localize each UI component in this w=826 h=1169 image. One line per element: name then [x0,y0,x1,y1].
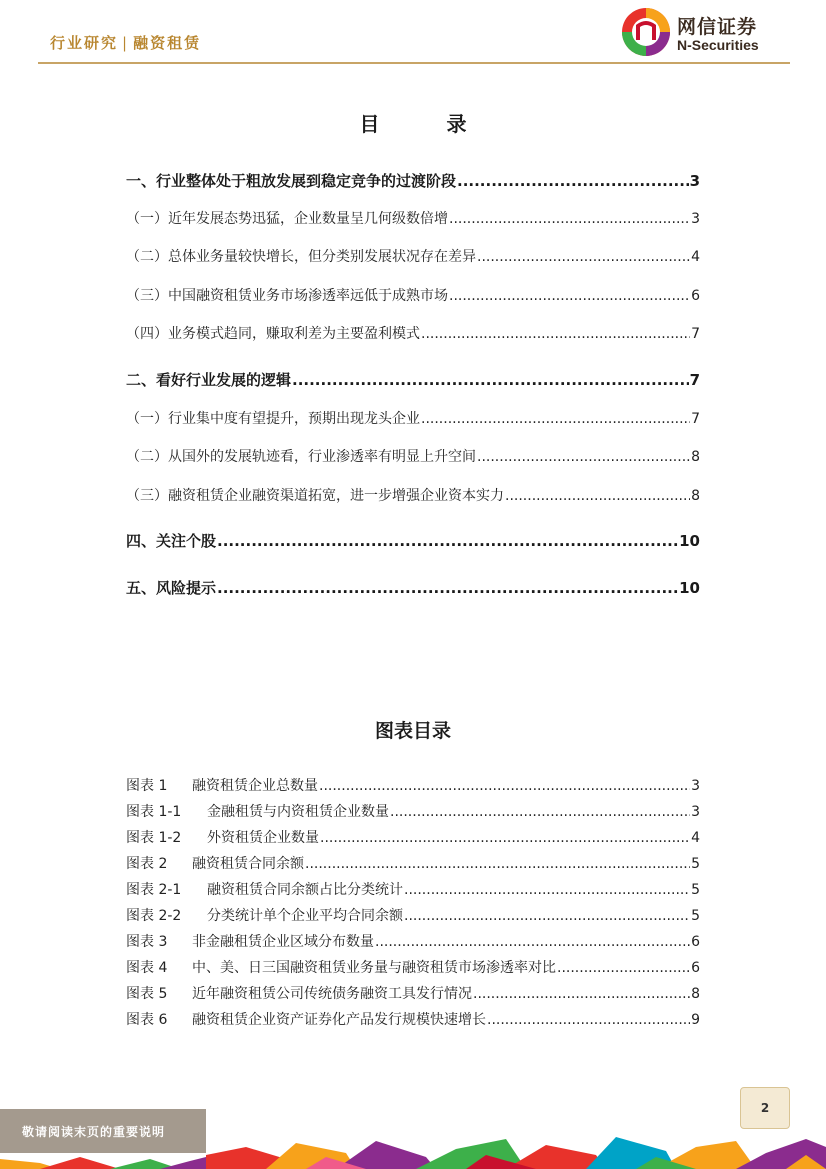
toc-entry-2-2[interactable]: （二）从国外的发展轨迹看，行业渗透率有明显上升空间 ..... 8 [126,446,700,466]
toc-entry-4[interactable]: 四、关注个股 ..... 10 [126,530,700,551]
toc-entry-1-1[interactable]: （一）近年发展态势迅猛，企业数量呈几何级数倍增 ..... 3 [126,208,700,228]
logo-mark-icon [620,6,672,58]
category-separator: | [122,34,130,52]
company-logo [620,6,790,60]
disclaimer-note: 敬请阅读末页的重要说明 [0,1109,206,1153]
header-category [50,32,201,53]
toc-entry-2-3[interactable]: （三）融资租赁企业融资渠道拓宽，进一步增强企业资本实力 ..... 8 [126,485,700,505]
logo-en-text: N-Securities [677,37,759,53]
footer-decor-band [206,1133,826,1169]
footer-decor-band-left [0,1153,206,1169]
toc-entry-2-1[interactable]: （一）行业集中度有望提升，预期出现龙头企业 ..... 7 [126,408,700,428]
chart-entry-2[interactable]: 图表 2 融资租赁合同余额 ..... 5 [126,853,700,873]
chart-entry-2-1[interactable]: 图表 2-1 融资租赁合同余额占比分类统计 ..... 5 [126,879,700,899]
chart-entry-3[interactable]: 图表 3 非金融租赁企业区域分布数量 ..... 6 [126,931,700,951]
subcategory-label: 融资租赁 [133,34,202,52]
chart-toc-title: 图表目录 [374,720,451,742]
chart-entry-2-2[interactable]: 图表 2-2 分类统计单个企业平均合同余额 ..... 5 [126,905,700,925]
header-divider [38,62,790,64]
chart-entry-6[interactable]: 图表 6 融资租赁企业资产证券化产品发行规模快速增长 ..... 9 [126,1009,700,1029]
category-label: 行业研究 [50,34,119,52]
toc-entry-5[interactable]: 五、风险提示 ..... 10 [126,577,700,598]
chart-entry-1[interactable]: 图表 1 融资租赁企业总数量 ..... 3 [126,775,700,795]
chart-entry-4[interactable]: 图表 4 中、美、日三国融资租赁业务量与融资租赁市场渗透率对比 ..... 6 [126,957,700,977]
toc-entry-1-4[interactable]: （四）业务模式趋同，赚取利差为主要盈利模式 ..... 7 [126,323,700,343]
toc-entry-1-3[interactable]: （三）中国融资租赁业务市场渗透率远低于成熟市场 ..... 6 [126,285,700,305]
chart-entry-1-2[interactable]: 图表 1-2 外资租赁企业数量 ..... 4 [126,827,700,847]
toc-entry-1[interactable]: 一、行业整体处于粗放发展到稳定竞争的过渡阶段 ..... 3 [126,170,700,191]
toc-entry-1-2[interactable]: （二）总体业务量较快增长，但分类别发展状况存在差异 ..... 4 [126,246,700,266]
chart-entry-5[interactable]: 图表 5 近年融资租赁公司传统债务融资工具发行情况 ..... 8 [126,983,700,1003]
logo-cn-text: 网信证券 [677,16,758,38]
toc-entry-2[interactable]: 二、看好行业发展的逻辑 ..... 7 [126,369,700,390]
toc-title: 目 录 [359,112,497,136]
page-number: 2 [740,1087,790,1129]
chart-entry-1-1[interactable]: 图表 1-1 金融租赁与内资租赁企业数量 ..... 3 [126,801,700,821]
